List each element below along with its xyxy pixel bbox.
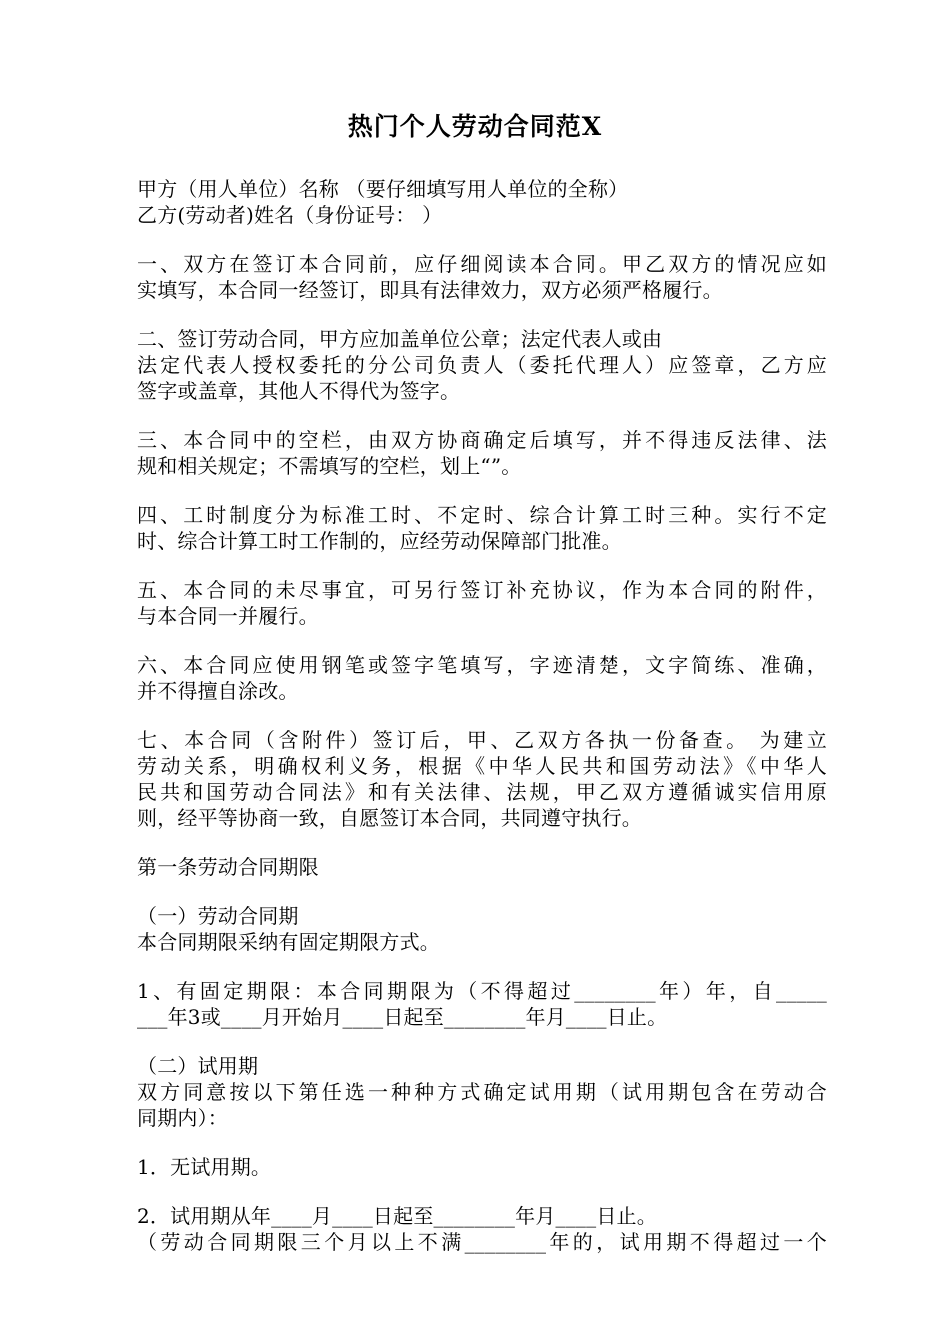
text-line-clause-2: 二、签订劳动合同，甲方应加盖单位公章；法定代表人或由 — [137, 327, 663, 351]
subsection-heading-contract-term: （一）劳动合同期 — [137, 904, 299, 928]
text-line-option-2: 2．试用期从年____月____日起至________年月____日止。 — [137, 1204, 657, 1228]
text-line-party-a: 甲方（用人单位）名称 （要仔细填写用人单位的全称） — [137, 177, 629, 201]
text-line-clause-1-cont: 实填写，本合同一经签订，即具有法律效力，双方必须严格履行。 — [137, 278, 723, 302]
text-line-clause-7-cont: 劳动关系，明确权利义务，根据《中华人民共和国劳动法》《中华人 — [137, 754, 827, 778]
text-line-clause-4-cont: 时、综合计算工时工作制的，应经劳动保障部门批准。 — [137, 529, 622, 553]
text-line-clause-7-cont: 民共和国劳动合同法》和有关法律、法规，甲乙双方遵循诚实信用原 — [137, 780, 827, 804]
text-line-clause-6-cont: 并不得擅自涂改。 — [137, 679, 299, 703]
text-line-clause-3: 三、本合同中的空栏，由双方协商确定后填写，并不得违反法律、法 — [137, 428, 827, 452]
text-line-clause-2-cont: 法定代表人授权委托的分公司负责人（委托代理人）应签章，乙方应 — [137, 353, 827, 377]
section-heading-article-1: 第一条劳动合同期限 — [137, 855, 319, 879]
text-line-clause-2-cont: 签字或盖章，其他人不得代为签字。 — [137, 379, 461, 403]
text-line-term-method: 本合同期限采纳有固定期限方式。 — [137, 930, 440, 954]
text-line-probation-intro: 双方同意按以下第任选一种种方式确定试用期（试用期包含在劳动合 — [137, 1080, 827, 1104]
text-line-clause-3-cont: 规和相关规定；不需填写的空栏，划上“”。 — [137, 454, 522, 478]
text-line-clause-5-cont: 与本合同一并履行。 — [137, 604, 319, 628]
text-line-probation-intro-cont: 同期内）： — [137, 1106, 228, 1130]
text-line-option-1: 1．无试用期。 — [137, 1155, 272, 1179]
text-line-clause-1: 一、双方在签订本合同前，应仔细阅读本合同。甲乙双方的情况应如 — [137, 252, 827, 276]
text-line-probation-note: （劳动合同期限三个月以上不满________年的，试用期不得超过一个 — [137, 1230, 827, 1254]
text-line-clause-5: 五、本合同的未尽事宜，可另行签订补充协议，作为本合同的附件， — [137, 578, 827, 602]
text-line-fixed-term-cont: ___年3或____月开始月____日起至________年月____日止。 — [137, 1005, 668, 1029]
text-line-party-b: 乙方(劳动者)姓名（身份证号： ） — [137, 203, 443, 227]
document-title: 热门个人劳动合同范X — [347, 112, 603, 141]
text-line-clause-6: 六、本合同应使用钢笔或签字笔填写，字迹清楚，文字简练、准确， — [137, 653, 827, 677]
text-line-fixed-term: 1、有固定期限：本合同期限为（不得超过________年）年，自_____ — [137, 979, 827, 1003]
subsection-heading-probation: （二）试用期 — [137, 1054, 259, 1078]
text-line-clause-4: 四、工时制度分为标准工时、不定时、综合计算工时三种。实行不定 — [137, 503, 827, 527]
text-line-clause-7: 七、本合同（含附件）签订后，甲、乙双方各执一份备查。 为建立 — [137, 728, 827, 752]
text-line-clause-7-cont: 则，经平等协商一致，自愿签订本合同，共同遵守执行。 — [137, 806, 642, 830]
